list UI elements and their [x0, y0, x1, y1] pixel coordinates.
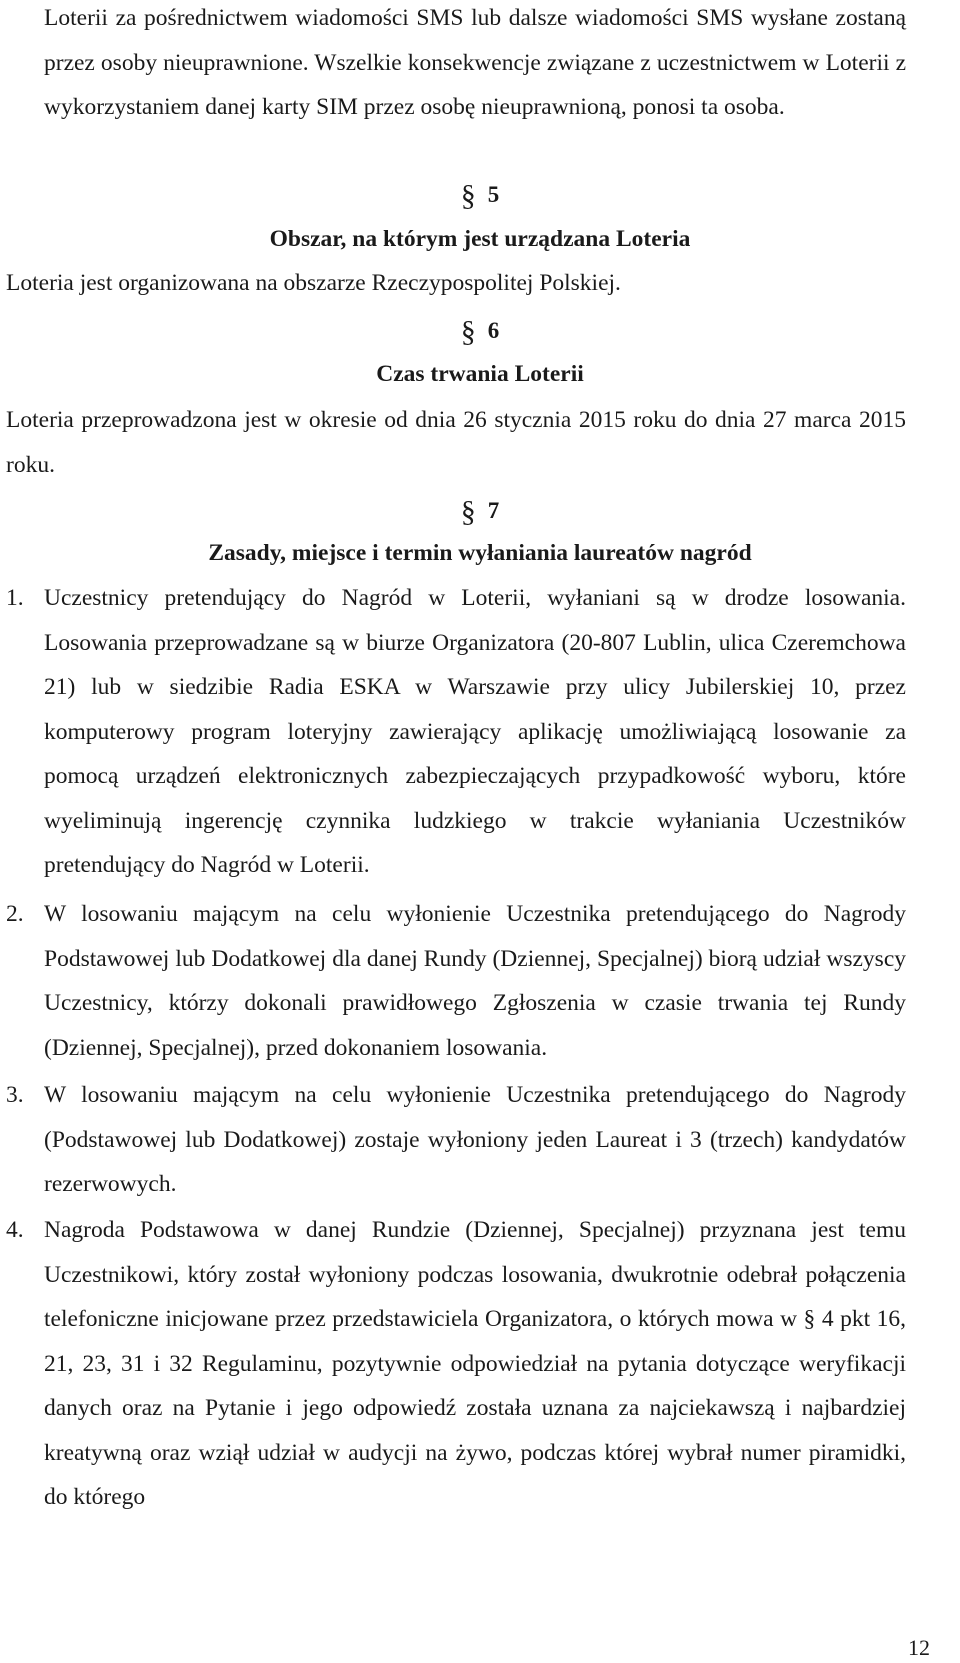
- section-5-title: Obszar, na którym jest urządzana Loteria: [269, 226, 691, 252]
- page-number: 12: [908, 1635, 930, 1660]
- section-7-number: 7: [487, 498, 500, 523]
- section-6-heading: [0, 312, 960, 346]
- list-item-text: Nagroda Podstawowa w danej Rundzie (Dziennej, Specjalnej) przyznana jest temu Uczestnikowi, który został wyłoniony podczas losowania, dwukrotnie odebrał połączenia telefoniczne inicjowane przez przedstawiciela Organizatora, o których mowa w § 4 pkt 16, 21, 23, 31 i 32 Regulaminu, pozytywnie odpowiedział na pytania dotyczące weryfikacji danych oraz na Pytanie i jego odpowiedź została uznana za najciekawszą i najbardziej kreatywną oraz wziął udział w audycji na żywo, podczas której wybrał numer piramidki, do którego: [44, 1217, 906, 1510]
- list-item-number: 4.: [6, 1217, 24, 1243]
- list-item: [6, 576, 906, 888]
- section-5-heading: [0, 176, 960, 210]
- intro-paragraph: Loterii za pośrednictwem wiadomości SMS lub dalsze wiadomości SMS wysłane zostaną przez osoby nieuprawnione. Wszelkie konsekwencje związane z uczestnictwem w Loterii z wykorzystaniem danej karty SIM przez osobę nieuprawnioną, ponosi ta osoba.: [44, 5, 906, 120]
- section-symbol: §: [460, 179, 476, 212]
- list-item-text: W losowaniu mającym na celu wyłonienie Uczestnika pretendującego do Nagrody Podstawowej lub Dodatkowej dla danej Rundy (Dziennej, Specjalnej) biorą udział wszyscy Uczestnicy, którzy dokonali prawidłowego Zgłoszenia w czasie trwania tej Rundy (Dziennej, Specjalnej), przed dokonaniem losowania.: [44, 901, 906, 1061]
- list-item-number: 3.: [6, 1082, 24, 1108]
- list-item-number: 2.: [6, 901, 24, 927]
- section-5-number: 5: [487, 182, 500, 207]
- section-5-body: Loteria jest organizowana na obszarze Rzeczypospolitej Polskiej.: [6, 270, 621, 296]
- list-item: [6, 1073, 906, 1207]
- list-item: [6, 892, 906, 1070]
- section-6-number: 6: [487, 318, 500, 343]
- list-item-text: W losowaniu mającym na celu wyłonienie Uczestnika pretendującego do Nagrody (Podstawowej lub Dodatkowej) zostaje wyłoniony jeden Laureat i 3 (trzech) kandydatów rezerwowych.: [44, 1082, 906, 1197]
- section-6-body: Loteria przeprowadzona jest w okresie od dnia 26 stycznia 2015 roku do dnia 27 marca 2015 roku.: [6, 407, 906, 478]
- section-symbol: §: [460, 495, 476, 528]
- section-7-heading: [0, 492, 960, 526]
- list-item-number: 1.: [6, 585, 24, 611]
- section-7-title: Zasady, miejsce i termin wyłaniania laureatów nagród: [208, 540, 752, 566]
- section-6-title: Czas trwania Loterii: [376, 361, 584, 387]
- list-item: [6, 1208, 906, 1520]
- list-item-text: Uczestnicy pretendujący do Nagród w Loterii, wyłaniani są w drodze losowania. Losowania przeprowadzane są w biurze Organizatora (20-807 Lublin, ulica Czeremchowa 21) lub w siedzibie Radia ESKA w Warszawie przy ulicy Jubilerskiej 10, przez komputerowy program loteryjny zawierający aplikację umożliwiającą losowanie za pomocą urządzeń elektronicznych zabezpieczających przypadkowość wyboru, które wyeliminują ingerencję czynnika ludzkiego w trakcie wyłaniania Uczestników pretendujący do Nagród w Loterii.: [44, 585, 906, 878]
- section-symbol: §: [460, 315, 476, 348]
